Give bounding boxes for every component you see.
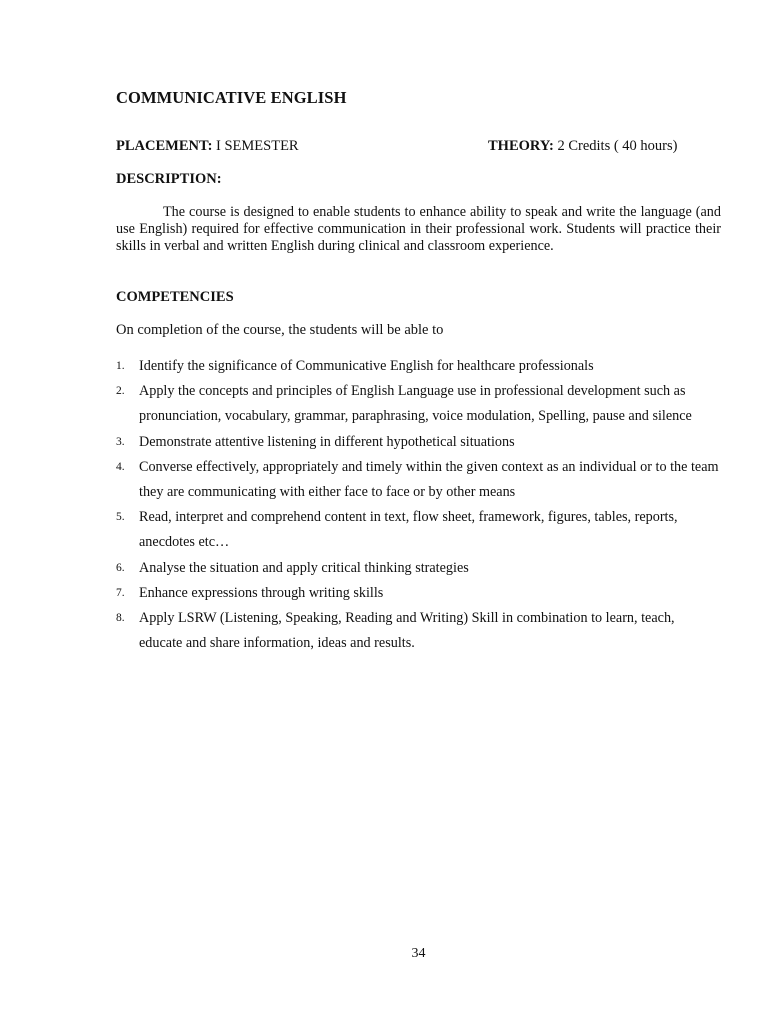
list-item — [116, 455, 721, 505]
list-item — [116, 354, 721, 379]
list-item-number: 7. — [116, 586, 125, 599]
list-item-number: 5. — [116, 511, 125, 524]
list-item — [116, 430, 721, 455]
list-item-text: Analyse the situation and apply critical thinking strategies — [139, 559, 469, 576]
list-item-number: 3. — [116, 435, 125, 448]
placement-info — [116, 138, 299, 155]
list-item-number: 6. — [116, 561, 125, 574]
placement-label: PLACEMENT: — [116, 138, 213, 154]
list-item-number: 8. — [116, 612, 125, 625]
list-item-text: Enhance expressions through writing skills — [139, 584, 384, 601]
list-item-number: 2. — [116, 385, 125, 398]
theory-label: THEORY: — [488, 138, 554, 154]
list-item-number: 1. — [116, 360, 125, 372]
placement-value: I SEMESTER — [212, 138, 299, 154]
competencies-heading: COMPETENCIES — [116, 289, 234, 305]
list-item-number: 4. — [116, 460, 125, 473]
page-number: 34 — [411, 946, 426, 961]
theory-value: 2 Credits ( 40 hours) — [553, 138, 678, 154]
list-item-text: Identify the significance of Communicative English for healthcare professionals — [139, 358, 594, 374]
document-page — [116, 0, 721, 1024]
list-item — [116, 379, 721, 429]
list-item-text: Apply the concepts and principles of English Language use in professional development such as pronunciation, vocabulary, grammar, paraphrasing, voice modulation, Spelling, pause and silence — [139, 383, 692, 425]
competencies-intro: On completion of the course, the students will be able to — [116, 322, 444, 338]
list-item — [116, 505, 721, 555]
theory-info — [488, 138, 677, 155]
list-item-text: Converse effectively, appropriately and timely within the given context as an individual or to the team they are communicating with either face to face or by other means — [139, 458, 719, 501]
list-item — [116, 606, 721, 656]
document-title: COMMUNICATIVE ENGLISH — [116, 88, 347, 107]
list-item — [116, 556, 721, 581]
competencies-list — [116, 354, 721, 656]
list-item-text: Read, interpret and comprehend content in text, flow sheet, framework, figures, tables, reports, anecdotes etc… — [139, 509, 678, 551]
list-item — [116, 581, 721, 606]
description-paragraph: The course is designed to enable students to enhance ability to speak and write the language (and use English) required for effective communication in their professional work. Students will practice their skills in verbal and written English during clinical and classroom experience. — [116, 204, 721, 254]
list-item-text: Apply LSRW (Listening, Speaking, Reading and Writing) Skill in combination to learn, teach, educate and share information, ideas and results. — [139, 610, 675, 652]
list-item-text: Demonstrate attentive listening in different hypothetical situations — [139, 433, 515, 450]
description-heading: DESCRIPTION: — [116, 171, 222, 187]
